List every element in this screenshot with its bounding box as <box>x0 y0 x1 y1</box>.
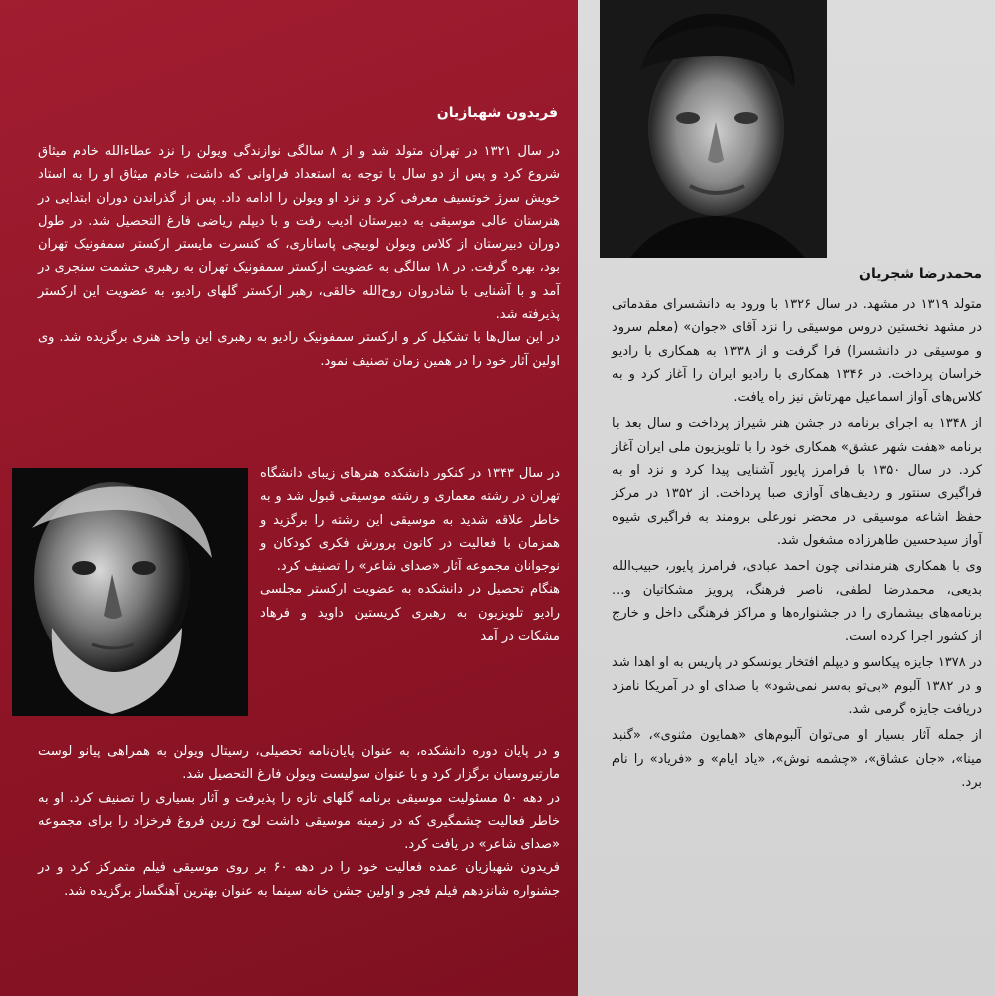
shahbazian-paragraph: هنگام تحصیل در دانشکده به عضویت ارکستر مجلسی رادیو تلویزیون به رهبری کریستین داوید و فرهاد مشکات در آمد <box>260 582 560 645</box>
shajarian-paragraph: از جمله آثار بسیار او می‌توان آلبوم‌های «همایون مثنوی»، «گنبد مینا»، «جان عشاق»، «چشمه نوش»، «یاد ایام» و «فریاد» را نام برد. <box>612 728 982 790</box>
shahbazian-heading-block <box>38 102 558 124</box>
shajarian-paragraph: از ۱۳۴۸ به اجرای برنامه در جشن هنر شیراز پرداخت و سال بعد با برنامه «هفت شهر عشق» همکاری خود را با تلویزیون ملی ایران آغاز کرد. در سال ۱۳۵۰ با فرامرز پایور آشنایی پیدا کرد و نزد او به فراگیری سنتور و ردیف‌های آوازی صبا پرداخت. از ۱۳۵۲ در مرکز حفظ اشاعه موسیقی در محضر نورعلی برومند به فراگیری شیوه آواز سیدحسین طاهرزاده مشغول شد. <box>612 416 983 548</box>
shahbazian-paragraph: در این سال‌ها با تشکیل کر و ارکستر سمفونیک رادیو به رهبری این واحد هنری برگزیده شد. وی اولین آثار خود را در همین زمان تصنیف نمود. <box>38 330 560 369</box>
shahbazian-paragraph: و در پایان دوره دانشکده، به عنوان پایان‌نامه تحصیلی، رسیتال ویولن به همراهی پیانو لوست مارتیروسیان برگزار کرد و با عنوان سولیست ویولن فارغ التحصیل شد. <box>38 744 560 783</box>
shahbazian-paragraph: در سال ۱۳۴۳ در کنکور دانشکده هنرهای زیبای دانشگاه تهران در رشته معماری و رشته موسیقی قبول شد و به خاطر علاقه شدید به موسیقی این رشته را برگزید و همزمان با فعالیت در کانون پرورش فکری کودکان و نوجوانان مجموعه آثار «صدای شاعر» را تصنیف کرد. <box>260 466 560 575</box>
shajarian-paragraph: وی با همکاری هنرمندانی چون احمد عبادی، فرامرز پایور، حبیب‌الله بدیعی، محمدرضا لطفی، ناصر فرهنگ، پرویز مشکاتیان و... برنامه‌های بیشماری را در جشنواره‌ها و مراکز فرهنگی داخل و خارج از کشور اجرا کرده است. <box>612 559 982 645</box>
shahbazian-paragraph: در دهه ۵۰ مسئولیت موسیقی برنامه گلهای تازه را پذیرفت و آثار بسیاری را تصنیف کرد. او به خاطر فعالیت چشمگیری که در زمینه موسیقی داشت لوح زرین فروغ فرخزاد را برای مجموعه «صدای شاعر» در یافت کرد. <box>38 790 560 853</box>
shahbazian-bio-bottom <box>38 740 560 903</box>
shahbazian-bio-top <box>38 140 560 373</box>
shahbazian-paragraph: فریدون شهبازیان عمده فعالیت خود را در دهه ۶۰ بر روی موسیقی فیلم متمرکز کرد و در جشنواره شانزدهم فیلم فجر و اولین جشن خانه سینما به عنوان بهترین آهنگساز برگزیده شد. <box>38 860 561 899</box>
shajarian-heading-block <box>612 263 982 285</box>
shahbazian-bio-beside-photo <box>260 462 560 648</box>
shajarian-bio <box>612 293 982 797</box>
portrait-photo-shahbazian <box>12 468 248 716</box>
shahbazian-paragraph: در سال ۱۳۲۱ در تهران متولد شد و از ۸ سالگی نوازندگی ویولن را نزد عطاءالله خادم میثاق شروع کرد و پس از دو سال با توجه به استعداد فراوانی که داشت، خادم میثاق او را به استاد خویش سرژ خوتسیف معرفی کرد و نزد او ویولن را ادامه داد. پس از گذراندن دوران ابتدایی در هنرستان عالی موسیقی به دبیرستان ادیب رفت و با دیپلم ریاضی فارغ التحصیل شد. در طول دوران دبیرستان از کلاس ویولن لوبیچی پاساناری، که کنسرت مایستر ارکستر سمفونیک تهران بود، بهره گرفت. در ۱۸ سالگی به عضویت ارکستر سمفونیک تهران به رهبری حشمت سنجری در آمد و با آشنایی با شادروان روح‌الله خالقی، رهبر ارکستر گلهای رادیو، به عضویت این ارکستر پذیرفته شد. <box>38 144 561 323</box>
shajarian-paragraph: متولد ۱۳۱۹ در مشهد. در سال ۱۳۲۶ با ورود به دانشسرای مقدماتی در مشهد نخستین دروس موسیقی را نزد آقای «جوان» (معلم سرود و موسیقی در دانشسرا) فرا گرفت و از ۱۳۳۸ به همکاری با رادیو خراسان پرداخت. در ۱۳۴۶ همکاری با رادیو ایران را آغاز کرد و به کلاس‌های آواز اسماعیل مهرتاش نیز راه یافت. <box>612 297 982 406</box>
shajarian-name: محمدرضا شجریان <box>859 266 982 282</box>
shajarian-paragraph: در ۱۳۷۸ جایزه پیکاسو و دیپلم افتخار یونسکو در پاریس به او اهدا شد و در ۱۳۸۲ آلبوم «بی‌تو به‌سر نمی‌شود» با صدای او در آمریکا نامزد دریافت جایزه گرمی شد. <box>612 655 983 718</box>
portrait-photo-shajarian <box>600 0 827 258</box>
shahbazian-name: فریدون شهبازیان <box>436 105 558 121</box>
